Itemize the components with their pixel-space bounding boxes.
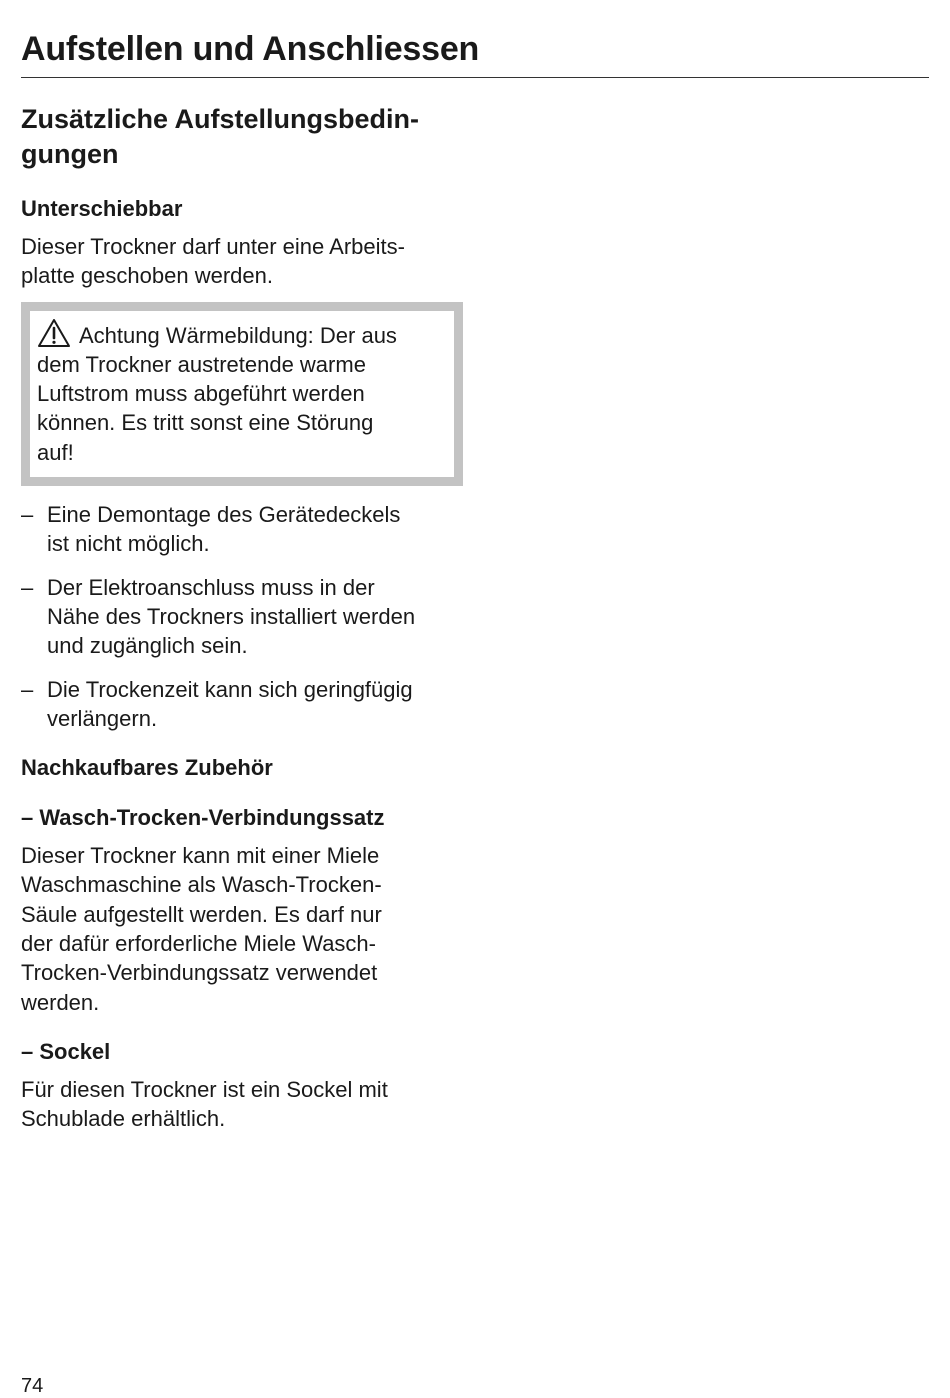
- warning-line: auf!: [37, 439, 74, 465]
- heading-sockel: – Sockel: [21, 1038, 111, 1064]
- list-dash: –: [21, 676, 34, 702]
- heading-unterschiebbar: Unterschiebbar: [21, 196, 183, 221]
- paragraph-line: Dieser Trockner darf unter eine Arbeits-: [21, 234, 405, 259]
- title-divider: [21, 77, 929, 78]
- paragraph-line: werden.: [21, 989, 100, 1015]
- paragraph-line: Schublade erhältlich.: [21, 1106, 226, 1132]
- paragraph-line: Waschmaschine als Wasch-Trocken-: [21, 872, 382, 898]
- list-item: [21, 573, 466, 661]
- list-item-line: und zugänglich sein.: [47, 633, 248, 659]
- heading-wasch-trocken-verbindungssatz: – Wasch-Trocken-Verbindungssatz: [21, 805, 385, 831]
- warning-line: dem Trockner austretende warme: [37, 351, 366, 377]
- paragraph-line: platte geschoben werden.: [21, 263, 273, 289]
- warning-line: können. Es tritt sonst eine Störung: [37, 410, 374, 436]
- paragraph-sockel: [21, 1075, 466, 1134]
- warning-line: Achtung Wärmebildung: Der aus: [79, 322, 397, 348]
- section-title: [21, 102, 466, 172]
- section-title-line: gungen: [21, 139, 119, 169]
- paragraph-line: Dieser Trockner kann mit einer Miele: [21, 843, 380, 869]
- list-item-line: Der Elektroanschluss muss in der: [47, 574, 375, 600]
- list-item: [21, 500, 466, 559]
- paragraph-line: Säule aufgestellt werden. Es darf nur: [21, 901, 382, 927]
- paragraph-line: Für diesen Trockner ist ein Sockel mit: [21, 1076, 388, 1102]
- section-title-line: Zusätzliche Aufstellungsbedin-: [21, 104, 420, 134]
- warning-triangle-icon: [37, 318, 71, 348]
- warning-line: Luftstrom muss abgeführt werden: [37, 381, 365, 407]
- list-dash: –: [21, 502, 34, 528]
- paragraph-wasch-trocken: [21, 841, 466, 1017]
- warning-box: [21, 302, 463, 486]
- list-item: [21, 675, 466, 734]
- list-item-line: verlängern.: [47, 705, 158, 731]
- list-dash: –: [21, 574, 34, 600]
- condition-list: [21, 500, 466, 733]
- list-item-line: ist nicht möglich.: [47, 531, 210, 557]
- list-item-line: Die Trockenzeit kann sich geringfügig: [47, 676, 413, 702]
- paragraph-unterschiebbar: [21, 232, 466, 291]
- list-item-line: Nähe des Trockners installiert werden: [47, 603, 416, 629]
- content-column: [21, 102, 466, 1134]
- paragraph-line: Trocken-Verbindungssatz verwendet: [21, 960, 378, 986]
- page-title: Aufstellen und Anschliessen: [21, 30, 480, 68]
- page-number: 74: [21, 1375, 44, 1397]
- heading-zubehoer: Nachkaufbares Zubehör: [21, 755, 273, 781]
- paragraph-line: der dafür erforderliche Miele Wasch-: [21, 931, 376, 957]
- list-item-line: Eine Demontage des Gerätedeckels: [47, 502, 401, 528]
